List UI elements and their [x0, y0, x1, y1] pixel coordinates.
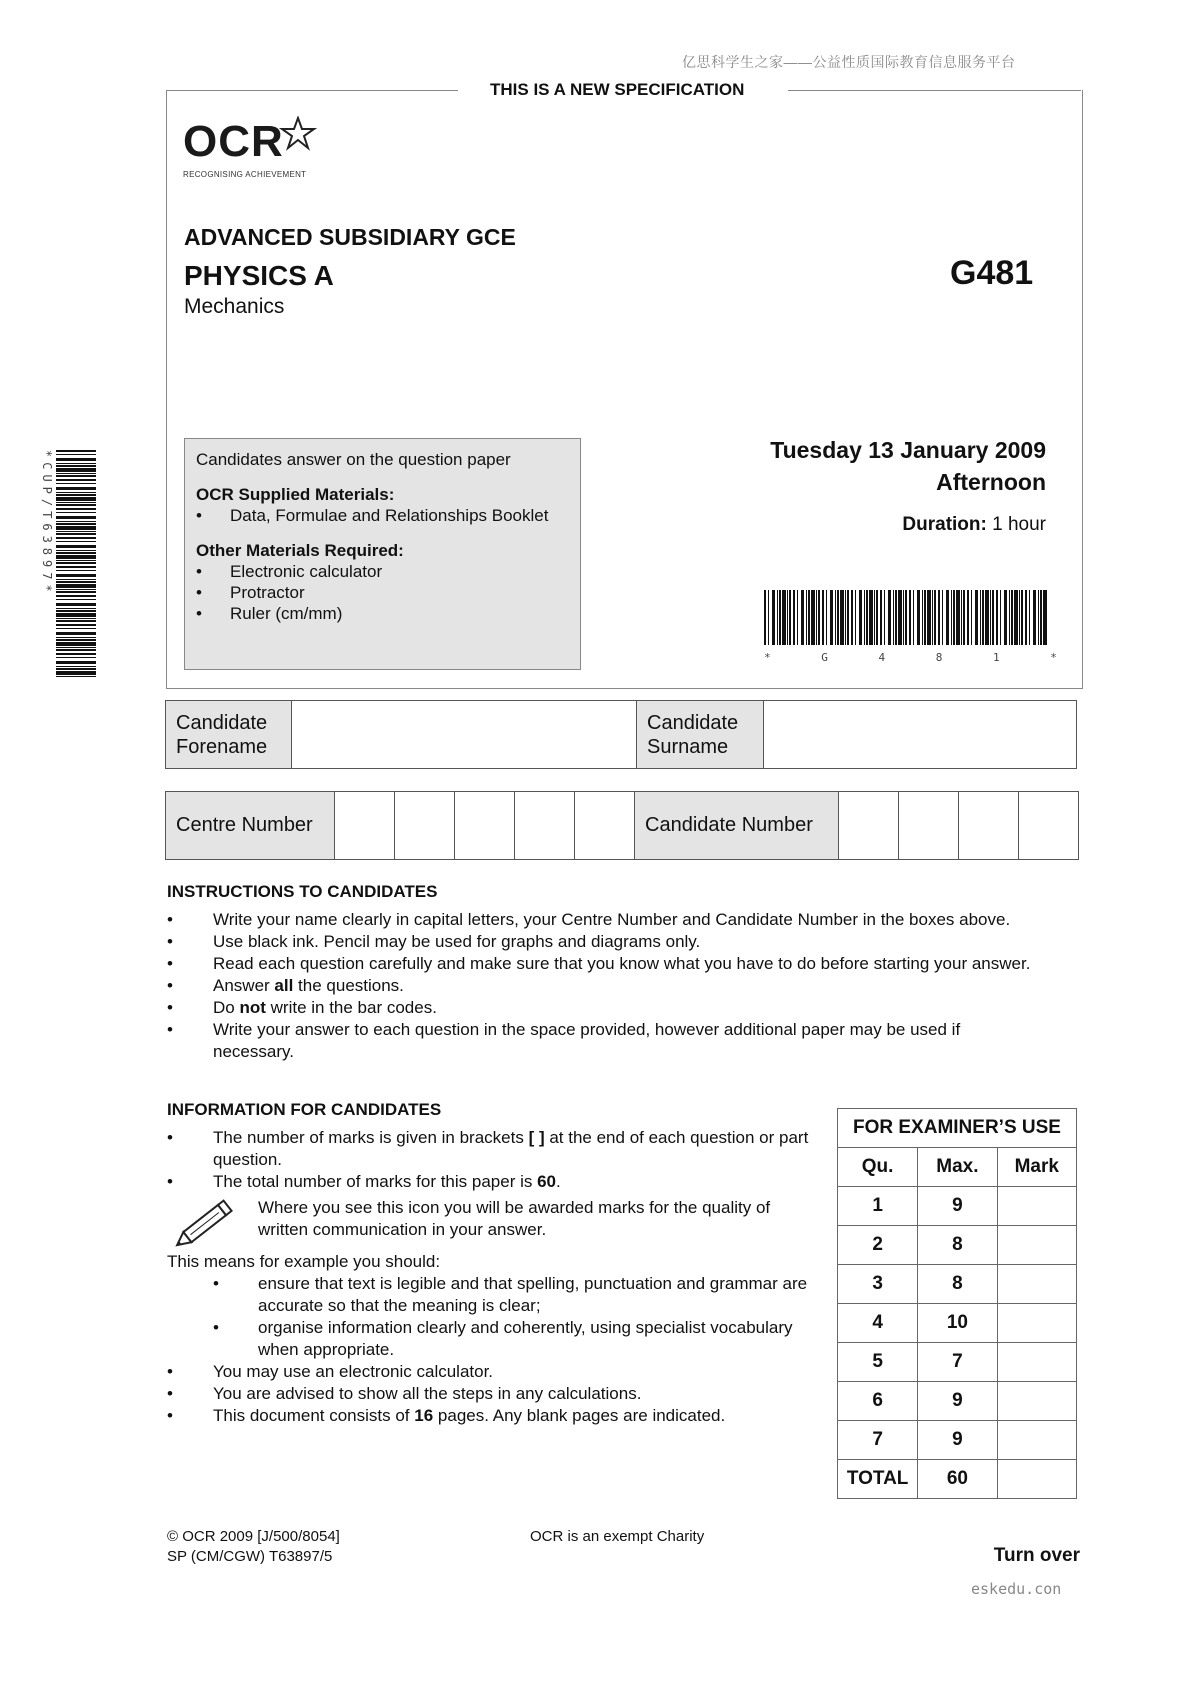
candidate-number-box[interactable]: [1019, 792, 1079, 860]
supplied-heading: OCR Supplied Materials:: [196, 485, 395, 504]
duration-label: Duration:: [902, 514, 987, 535]
other-item: • Electronic calculator: [196, 561, 569, 582]
other-heading: Other Materials Required:: [196, 541, 404, 560]
table-row: 6 9: [838, 1382, 1077, 1421]
paper-ref: SP (CM/CGW) T63897/5: [167, 1548, 333, 1565]
charity-note: OCR is an exempt Charity: [530, 1528, 705, 1545]
instructions-heading: INSTRUCTIONS TO CANDIDATES: [167, 882, 438, 901]
candidate-name-table: [165, 700, 1077, 769]
barcode-bars: [764, 590, 1049, 648]
qwc-note: Where you see this icon you will be awarded marks for the quality of written communication in your answer.: [167, 1197, 822, 1249]
candidate-number-box[interactable]: [839, 792, 899, 860]
supplied-list: [196, 505, 569, 526]
centre-number-box[interactable]: [515, 792, 575, 860]
other-list: [196, 561, 569, 624]
means-text: This means for example you should:: [167, 1252, 441, 1271]
barcode-text: * G 4 8 1 *: [764, 651, 1079, 664]
ocr-logo: [183, 117, 318, 179]
instruction-item: • Write your answer to each question in the space provided, however additional paper may be used if necessary.: [167, 1019, 963, 1063]
table-row: 4 10: [838, 1304, 1077, 1343]
info-subitem: • organise information clearly and coherently, using specialist vocabulary when appropriate.: [167, 1317, 822, 1361]
centre-number-box[interactable]: [455, 792, 515, 860]
instruction-item: • Answer all the questions.: [167, 975, 1087, 997]
table-row: 7 9: [838, 1421, 1077, 1460]
copyright: © OCR 2009 [J/500/8054]: [167, 1528, 340, 1545]
information-heading: INFORMATION FOR CANDIDATES: [167, 1100, 442, 1119]
info-item: • You are advised to show all the steps in any calculations.: [167, 1383, 822, 1405]
side-barcode-text: *CUP/T63897*: [40, 450, 54, 597]
exam-session: Afternoon: [936, 469, 1046, 495]
exam-date-block: [770, 434, 1046, 498]
info-item: • The total number of marks for this paper is 60.: [167, 1171, 822, 1193]
mark-cell[interactable]: [997, 1226, 1076, 1265]
duration: [902, 514, 1046, 536]
mark-cell[interactable]: [997, 1421, 1076, 1460]
examiner-table: [837, 1108, 1077, 1499]
logo-text: OCR: [183, 117, 284, 166]
exam-header: Max.: [918, 1148, 997, 1187]
mark-cell[interactable]: [997, 1187, 1076, 1226]
other-item: • Protractor: [196, 582, 569, 603]
star-logo-icon: [278, 116, 318, 152]
subject-title: PHYSICS A: [184, 260, 334, 291]
mark-cell[interactable]: [997, 1304, 1076, 1343]
paper-code: G481: [950, 254, 1034, 292]
qualification: ADVANCED SUBSIDIARY GCE: [184, 224, 516, 250]
info-item: • This document consists of 16 pages. Any blank pages are indicated.: [167, 1405, 822, 1427]
centre-number-label: Centre Number: [166, 792, 335, 860]
mark-cell[interactable]: [997, 1382, 1076, 1421]
materials-box: [184, 438, 581, 670]
candidate-number-box[interactable]: [959, 792, 1019, 860]
pencil-icon: [169, 1195, 241, 1253]
duration-value: 1 hour: [992, 514, 1046, 535]
side-barcode: [40, 450, 100, 685]
instructions-list: [167, 909, 1087, 1063]
surname-field[interactable]: [764, 701, 1077, 769]
exam-header: Qu.: [838, 1148, 918, 1187]
forename-label: Candidate Forename: [166, 701, 292, 769]
watermark-top: 亿思科学生之家——公益性质国际教育信息服务平台: [682, 54, 1016, 70]
watermark-bottom: eskedu.con: [971, 1580, 1062, 1598]
centre-number-box[interactable]: [335, 792, 395, 860]
candidate-number-label: Candidate Number: [635, 792, 839, 860]
instruction-item: • Read each question carefully and make sure that you know what you have to do before starting your answer.: [167, 953, 1087, 975]
examiner-title: FOR EXAMINER’S USE: [838, 1109, 1077, 1148]
logo-tagline: RECOGNISING ACHIEVEMENT: [183, 170, 307, 179]
paper-barcode: [764, 590, 1079, 664]
unit-title: Mechanics: [184, 295, 285, 318]
table-row: 3 8: [838, 1265, 1077, 1304]
spec-notice: THIS IS A NEW SPECIFICATION: [484, 80, 750, 100]
mark-cell[interactable]: [997, 1265, 1076, 1304]
forename-field[interactable]: [292, 701, 637, 769]
other-item: • Ruler (cm/mm): [196, 603, 569, 624]
exam-header: Mark: [997, 1148, 1076, 1187]
turn-over: Turn over: [993, 1545, 1080, 1566]
info-item: • The number of marks is given in brackets [ ] at the end of each question or part question.: [167, 1127, 822, 1171]
exam-date: Tuesday 13 January 2009: [770, 437, 1046, 463]
information-list: [167, 1127, 822, 1427]
centre-number-box[interactable]: [575, 792, 635, 860]
instruction-item: • Do not write in the bar codes.: [167, 997, 1087, 1019]
instruction-item: • Write your name clearly in capital letters, your Centre Number and Candidate Number in the boxes above.: [167, 909, 1087, 931]
table-row: TOTAL 60: [838, 1460, 1077, 1499]
table-row: 2 8: [838, 1226, 1077, 1265]
info-subitem: • ensure that text is legible and that spelling, punctuation and grammar are accurate so that the meaning is clear;: [167, 1273, 822, 1317]
candidate-number-table: [165, 791, 1079, 860]
footer-left: [167, 1527, 340, 1567]
materials-intro: Candidates answer on the question paper: [196, 450, 511, 469]
candidate-number-box[interactable]: [899, 792, 959, 860]
supplied-item: • Data, Formulae and Relationships Booklet: [196, 505, 569, 526]
centre-number-box[interactable]: [395, 792, 455, 860]
info-item: • You may use an electronic calculator.: [167, 1361, 822, 1383]
table-row: 1 9: [838, 1187, 1077, 1226]
mark-cell[interactable]: [997, 1460, 1076, 1499]
mark-cell[interactable]: [997, 1343, 1076, 1382]
surname-label: Candidate Surname: [637, 701, 764, 769]
table-row: 5 7: [838, 1343, 1077, 1382]
side-barcode-bars: [50, 450, 100, 680]
instruction-item: • Use black ink. Pencil may be used for graphs and diagrams only.: [167, 931, 1087, 953]
